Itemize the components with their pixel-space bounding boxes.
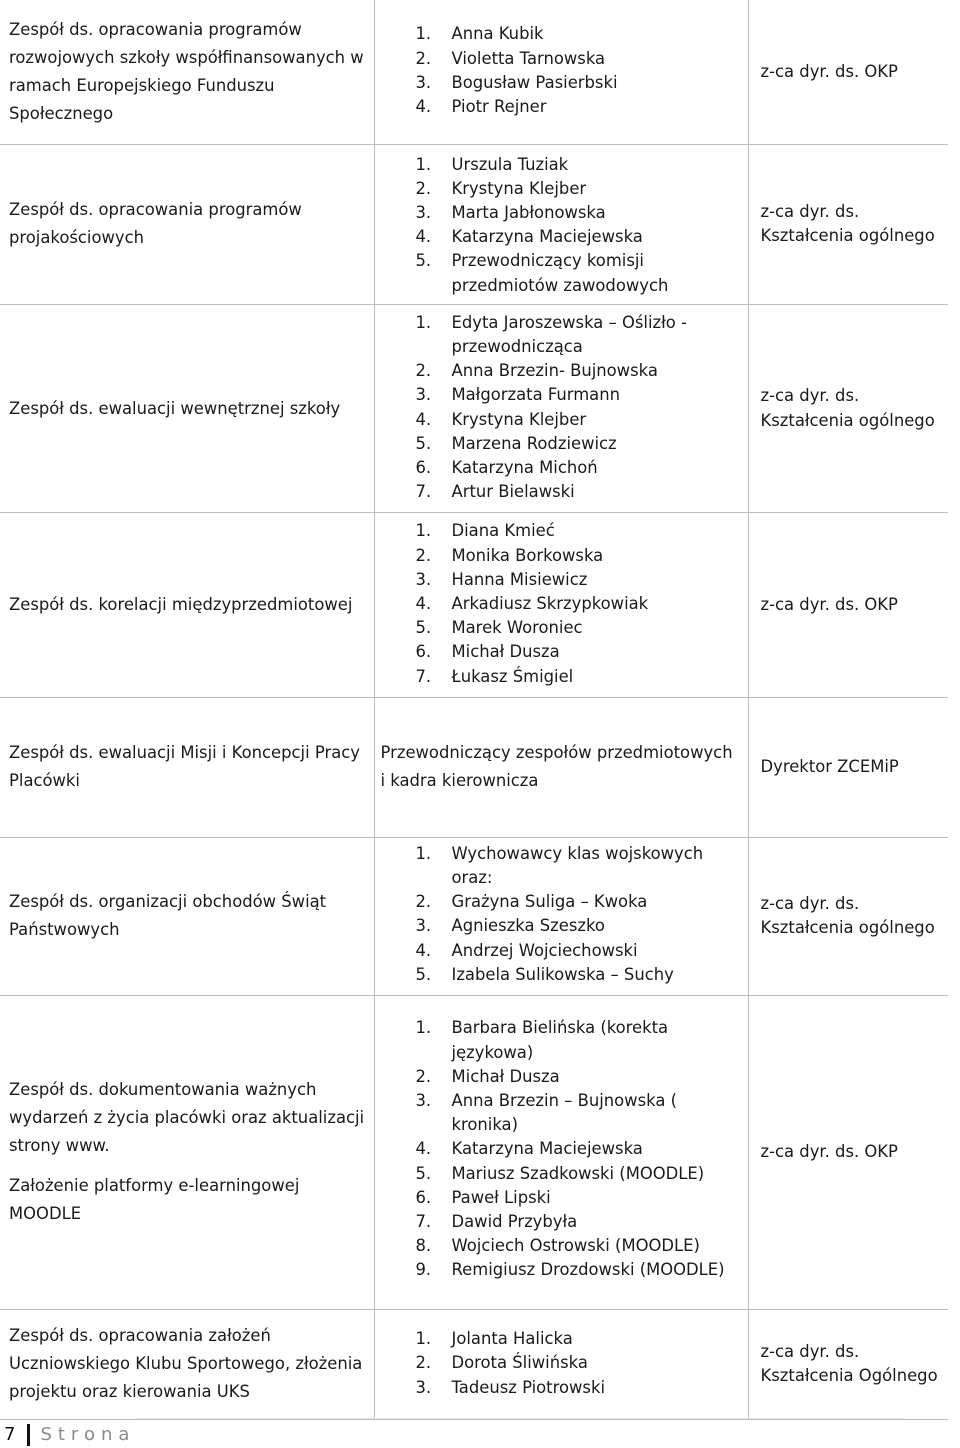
responsible-cell [748,513,948,697]
list-number: 5. [415,251,432,271]
member-name: Agnieszka Szeszko [451,916,605,936]
responsible-person: z-ca dyr. ds. Kształcenia ogólnego [760,894,935,938]
list-item [381,95,744,119]
member-name: Mariusz Szadkowski (MOODLE) [451,1163,705,1183]
members-cell [374,995,748,1309]
list-number: 1. [415,24,432,44]
team-name: Zespół ds. dokumentowania ważnych wydarzeń z życia placówki oraz aktualizacji strony www. [9,1080,365,1156]
list-item [381,939,744,963]
team-name: Zespół ds. korelacji międzyprzedmiotowej [9,595,353,615]
member-name: Marek Woroniec [451,618,583,638]
list-item [381,1065,744,1089]
list-item [381,1089,744,1137]
list-number: 3. [415,569,432,589]
members-cell [374,837,748,995]
list-item [381,1210,744,1234]
responsible-person: z-ca dyr. ds. OKP [760,1142,898,1162]
team-name: Zespół ds. ewaluacji wewnętrznej szkoły [9,398,341,418]
member-name: Dorota Śliwińska [451,1353,588,1373]
list-item [381,544,744,568]
list-number: 7. [415,1211,432,1231]
list-number: 5. [415,1163,432,1183]
member-name: Michał Dusza [451,1066,560,1086]
list-item [381,47,744,71]
member-name: Krystyna Klejber [451,409,587,429]
list-number: 3. [415,385,432,405]
member-name: Wychowawcy klas wojskowych oraz: [451,843,704,887]
list-number: 2. [415,48,432,68]
member-list [375,1016,748,1282]
members-cell [374,1309,748,1419]
member-name: Urszula Tuziak [451,154,569,174]
member-name: Anna Brzezin – Bujnowska ( kronika) [451,1090,677,1135]
team-name-cell [0,144,374,304]
member-name: Katarzyna Maciejewska [451,227,643,247]
list-number: 6. [415,457,432,477]
table-row [0,513,948,697]
list-item [381,1162,744,1186]
member-name: Paweł Lipski [451,1187,551,1207]
list-number: 5. [415,433,432,453]
responsible-cell [748,0,948,144]
list-number: 7. [415,666,432,686]
member-name: Bogusław Pasierbski [451,72,618,92]
member-name: Michał Dusza [451,642,560,662]
member-name: Katarzyna Maciejewska [451,1139,643,1159]
member-name: Anna Brzezin- Bujnowska [451,361,658,381]
team-name-cell [0,304,374,513]
member-name: Barbara Bielińska (korekta językowa) [451,1018,669,1062]
list-item [381,519,744,543]
member-list [375,22,748,119]
member-name: Monika Borkowska [451,545,604,565]
list-item [381,963,744,987]
team-name-cell [0,837,374,995]
list-item [381,249,744,297]
list-number: 5. [415,618,432,638]
list-number: 3. [415,1090,432,1110]
list-item [381,1351,744,1375]
list-item [381,1258,744,1282]
responsible-person: z-ca dyr. ds. Kształcenia ogólnego [760,201,935,246]
responsible-person: z-ca dyr. ds. OKP [760,61,898,81]
team-name: Zespół ds. opracowania założeń Uczniowskiego Klubu Sportowego, złożenia projektu oraz kierowania UKS [9,1326,363,1402]
table-row [0,1309,948,1419]
member-list [375,842,748,987]
list-item [381,177,744,201]
member-name: Marzena Rodziewicz [451,433,617,453]
member-name: Diana Kmieć [451,521,555,541]
team-name-cell [0,513,374,697]
page-footer [4,1422,135,1448]
list-number: 6. [415,1187,432,1207]
list-number: 3. [415,202,432,222]
page-label: Strona [40,1424,136,1445]
list-item [381,71,744,95]
team-name-cell [0,995,374,1309]
member-name: Małgorzata Furmann [451,385,620,405]
table-row [0,837,948,995]
footer-separator [27,1424,30,1446]
list-item [381,1186,744,1210]
list-number: 2. [415,1353,432,1373]
member-name: Grażyna Suliga – Kwoka [451,892,648,912]
members-cell [374,144,748,304]
member-name: Edyta Jaroszewska – Oślizło - przewodnicząca [451,312,687,356]
list-number: 1. [415,521,432,541]
member-name: Remigiusz Drozdowski (MOODLE) [451,1260,725,1280]
team-name-cell [0,1309,374,1419]
member-name: Andrzej Wojciechowski [451,940,638,960]
members-text: Przewodniczący zespołów przedmiotowych i kadra kierownicza [380,743,733,791]
list-item [381,456,744,480]
list-number: 2. [415,545,432,565]
list-number: 2. [415,892,432,912]
table-row [0,144,948,304]
list-item [381,640,744,664]
table-row [0,304,948,513]
member-name: Anna Kubik [451,24,544,44]
responsible-cell [748,144,948,304]
list-item [381,1016,744,1064]
list-item [381,408,744,432]
team-name: Zespół ds. opracowania programów projakościowych [9,200,302,248]
member-name: Piotr Rejner [451,96,547,116]
members-cell [374,0,748,144]
responsible-person: z-ca dyr. ds. Kształcenia ogólnego [760,386,935,430]
list-number: 1. [415,312,432,332]
member-list [375,311,748,505]
members-cell [374,697,748,837]
list-number: 3. [415,72,432,92]
list-number: 3. [415,1377,432,1397]
responsible-cell [748,304,948,513]
list-number: 4. [415,940,432,960]
list-number: 3. [415,916,432,936]
member-list [375,1327,748,1400]
list-item [381,201,744,225]
member-name: Jolanta Halicka [451,1329,573,1349]
team-name-cell [0,697,374,837]
list-number: 2. [415,178,432,198]
team-name: Zespół ds. organizacji obchodów Świąt Państwowych [9,892,327,940]
member-name: Katarzyna Michoń [451,457,598,477]
list-number: 1. [415,1018,432,1038]
member-name: Hanna Misiewicz [451,569,588,589]
responsible-cell [748,837,948,995]
list-item [381,842,744,890]
member-name: Izabela Sulikowska – Suchy [451,964,674,984]
member-name: Przewodniczący komisji przedmiotów zawodowych [451,251,669,295]
list-number: 4. [415,96,432,116]
member-name: Artur Bielawski [451,482,575,502]
responsible-cell [748,697,948,837]
member-name: Wojciech Ostrowski (MOODLE) [451,1236,700,1256]
list-item [381,432,744,456]
list-item [381,665,744,689]
member-name: Violetta Tarnowska [451,48,606,68]
responsible-person: z-ca dyr. ds. Kształcenia Ogólnego [760,1342,938,1386]
member-name: Łukasz Śmigiel [451,666,574,686]
list-number: 1. [415,1329,432,1349]
list-number: 7. [415,482,432,502]
list-number: 9. [415,1260,432,1280]
list-number: 4. [415,227,432,247]
list-item [381,311,744,359]
team-name: Zespół ds. opracowania programów rozwojowych szkoły współfinansowanych w ramach Europejskiego Funduszu Społecznego [9,19,364,123]
list-item [381,616,744,640]
list-item [381,225,744,249]
list-item [381,480,744,504]
member-name: Dawid Przybyła [451,1211,578,1231]
list-number: 2. [415,361,432,381]
list-item [381,383,744,407]
page-number: 7 [4,1424,16,1445]
list-item [381,359,744,383]
list-number: 5. [415,964,432,984]
list-number: 1. [415,154,432,174]
list-number: 6. [415,642,432,662]
list-item [381,22,744,46]
list-number: 8. [415,1236,432,1256]
table-row [0,0,948,144]
footer-divider [135,1418,905,1419]
team-name-cell [0,0,374,144]
table-row [0,995,948,1309]
list-item [381,1137,744,1161]
list-item [381,1376,744,1400]
member-name: Krystyna Klejber [451,178,587,198]
list-item [381,153,744,177]
members-cell [374,304,748,513]
team-name: Zespół ds. ewaluacji Misji i Koncepcji Pracy Placówki [9,743,360,791]
list-item [381,1327,744,1351]
list-item [381,890,744,914]
member-name: Marta Jabłonowska [451,202,606,222]
list-item [381,592,744,616]
list-number: 4. [415,593,432,613]
list-item [381,568,744,592]
list-number: 2. [415,1066,432,1086]
list-number: 1. [415,843,432,863]
member-name: Tadeusz Piotrowski [451,1377,606,1397]
list-number: 4. [415,1139,432,1159]
member-list [375,519,748,688]
responsible-person: z-ca dyr. ds. OKP [760,594,898,614]
responsible-person: Dyrektor ZCEMiP [760,757,899,777]
members-cell [374,513,748,697]
responsible-cell [748,995,948,1309]
team-name: Założenie platformy e-learningowej MOODLE [9,1176,300,1224]
responsible-cell [748,1309,948,1419]
list-number: 4. [415,409,432,429]
list-item [381,914,744,938]
member-list [375,153,748,298]
table-row [0,697,948,837]
member-name: Arkadiusz Skrzypkowiak [451,593,649,613]
list-item [381,1234,744,1258]
